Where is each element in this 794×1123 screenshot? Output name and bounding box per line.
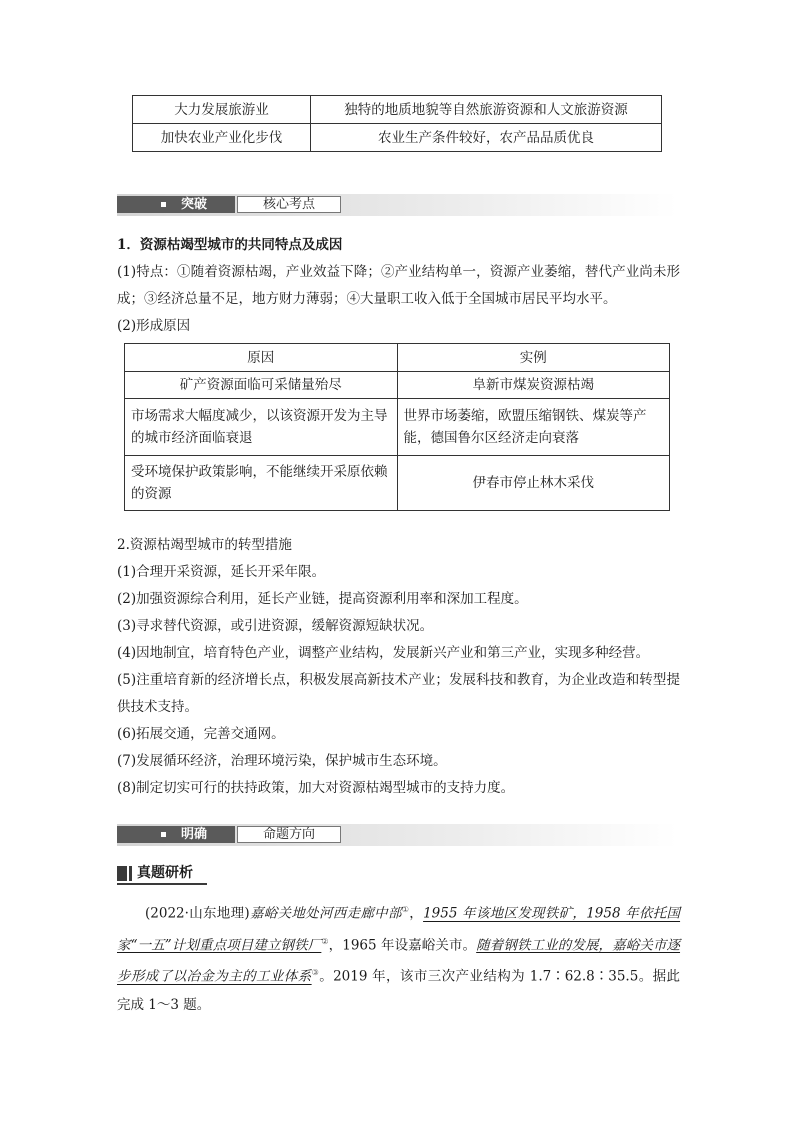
annotation-mark-icon: ③ [311, 968, 320, 977]
section-label-light: 命题方向 [237, 826, 341, 843]
annotation-mark-icon: ② [321, 936, 329, 946]
part2-title: 2.资源枯竭型城市的转型措施 [117, 537, 292, 553]
table-header-cell: 原因 [125, 344, 398, 372]
top-table [132, 95, 662, 152]
table-cell: 市场需求大幅度减少，以该资源开发为主导的城市经济面临衰退 [125, 399, 398, 456]
table-row [125, 399, 670, 456]
part1-cause-title: (2)形成原因 [117, 318, 191, 334]
section-bar-breakthrough [117, 194, 677, 216]
table-row [133, 96, 662, 124]
list-item: (4)因地制宜，培育特色产业，调整产业结构，发展新兴产业和第三产业，实现多种经营。 [117, 645, 650, 661]
table-cell: 阜新市煤炭资源枯竭 [397, 372, 670, 399]
list-item: (5)注重培育新的经济增长点，积极发展高新技术产业；发展科技和教育，为企业改造和转型提供技术支持。 [117, 672, 680, 715]
table-cell: 大力发展旅游业 [133, 96, 311, 124]
exam-source: (2022·山东地理) [145, 905, 250, 922]
list-item: (8)制定切实可行的扶持政策，加大对资源枯竭型城市的支持力度。 [117, 780, 515, 796]
list-item: (1)合理开采资源，延长开采年限。 [117, 564, 326, 580]
cause-table [124, 343, 670, 511]
list-item: (7)发展循环经济，治理环境污染，保护城市生态环境。 [117, 753, 447, 769]
section-label-dark: 突破 [117, 196, 235, 213]
square-bullet-icon [161, 832, 166, 837]
annotation-mark-icon: ① [401, 905, 410, 914]
table-header-cell: 实例 [397, 344, 670, 372]
table-row [125, 372, 670, 399]
list-item: (2)加强资源综合利用，延长产业链，提高资源利用率和深加工程度。 [117, 591, 528, 607]
heading-marker-icon [117, 866, 127, 881]
exam-passage: (2022·山东地理)嘉峪关地处河西走廊中部①，1955 年该地区发现铁矿，1958 年依托国家“一五”计划重点项目建立钢铁厂②，1965 年设嘉峪关市。随着钢铁工业的发展，嘉峪关市逐步形成了以冶金为主的工业体系③。2019 年，该市三次产业结构为 1.7∶62.8∶35.5。据此完成 1～3 题。 [117, 905, 681, 1013]
table-row [133, 124, 662, 152]
section-label-light: 核心考点 [237, 196, 341, 213]
part1-title: 1．资源枯竭型城市的共同特点及成因 [117, 237, 343, 253]
heading-real-exam: 真题研析 [117, 862, 207, 884]
table-cell: 加快农业产业化步伐 [133, 124, 311, 152]
part1-features: (1)特点：①随着资源枯竭，产业效益下降；②产业结构单一，资源产业萎缩，替代产业尚未形成；③经济总量不足，地方财力薄弱；④大量职工收入低于全国城市居民平均水平。 [117, 264, 680, 307]
passage-sentence-underlined: 1955 年该地区发现铁矿，1958 年依托国家“一五”计划重点项目建立钢铁厂 [117, 905, 681, 953]
table-cell: 农业生产条件较好，农产品品质优良 [311, 124, 662, 152]
table-header-row [125, 344, 670, 372]
table-cell: 独特的地质地貌等自然旅游资源和人文旅游资源 [311, 96, 662, 124]
table-cell: 伊春市停止林木采伐 [397, 456, 670, 511]
list-item: (6)拓展交通，完善交通网。 [117, 726, 285, 742]
passage-sentence-underlined: 随着钢铁工业的发展，嘉峪关市逐步形成了以冶金为主的工业体系 [117, 937, 681, 985]
passage-sentence: 嘉峪关地处河西走廊中部 [249, 905, 402, 922]
heading-marker-icon [129, 866, 132, 881]
table-row [125, 456, 670, 511]
heading-underline [117, 883, 207, 885]
passage-sentence: 。2019 年，该市三次产业结构为 1.7∶62.8∶35.5。据此完成 1～3 题。 [117, 968, 681, 1013]
square-bullet-icon [161, 202, 166, 207]
section-label-dark: 明确 [117, 826, 235, 843]
table-cell: 矿产资源面临可采储量殆尽 [125, 372, 398, 399]
table-cell: 世界市场萎缩，欧盟压缩钢铁、煤炭等产能，德国鲁尔区经济走向衰落 [397, 399, 670, 456]
section-bar-direction [117, 824, 677, 846]
passage-sentence: ，1965 年设嘉峪关市。 [328, 937, 477, 953]
table-cell: 受环境保护政策影响，不能继续开采原依赖的资源 [125, 456, 398, 511]
list-item: (3)寻求替代资源，或引进资源，缓解资源短缺状况。 [117, 618, 434, 634]
